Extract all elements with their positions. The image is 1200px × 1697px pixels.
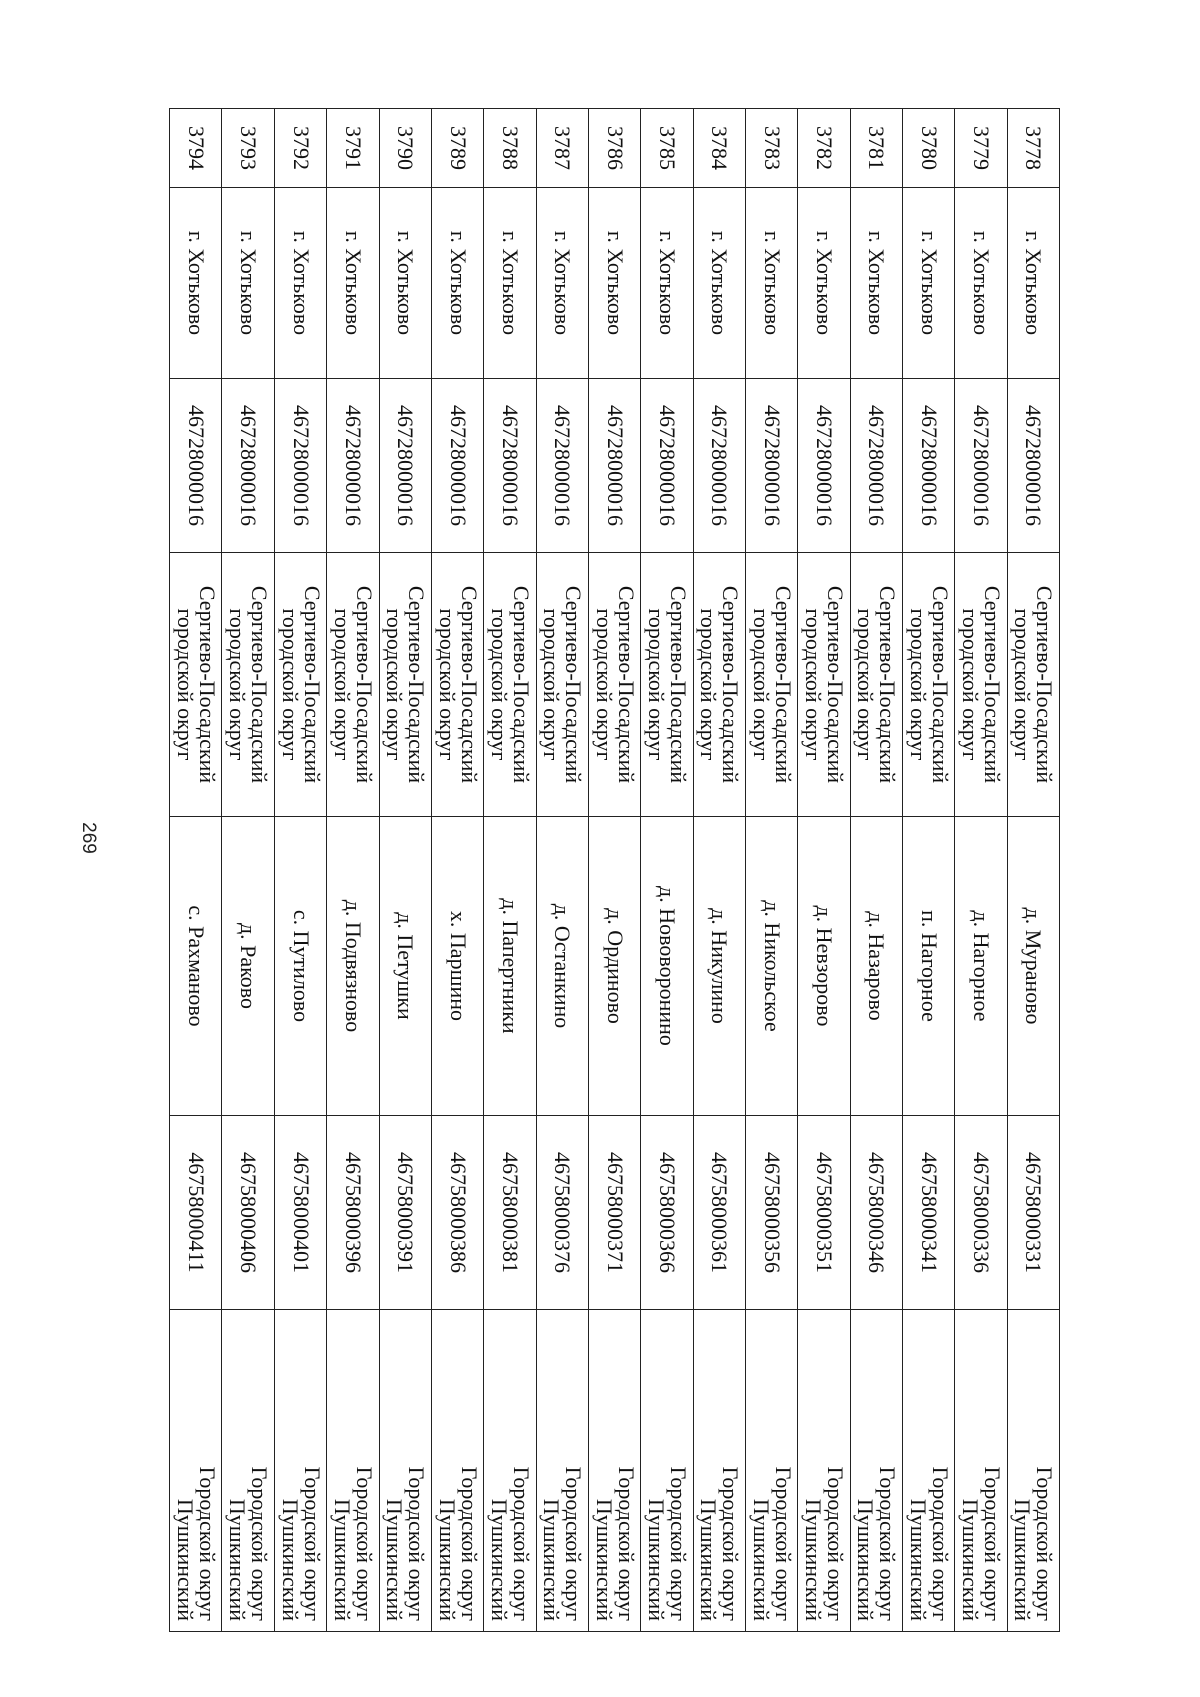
settlement-name: д. Петушки — [379, 817, 431, 1116]
city-name: г. Хотьково — [327, 188, 379, 379]
city-name: г. Хотьково — [693, 188, 745, 379]
oktmo-code-city: 46728000016 — [484, 379, 536, 553]
settlement-district-line2: Пушкинский — [957, 1498, 983, 1621]
settlement-district-cell — [850, 1310, 902, 1632]
city-name: г. Хотьково — [431, 188, 483, 379]
settlement-district-cell — [902, 1310, 954, 1632]
settlement-district-line1: Городской округ — [561, 1466, 587, 1621]
oktmo-code-city: 46728000016 — [379, 379, 431, 553]
row-number: 3787 — [536, 109, 588, 188]
municipal-district-cell — [745, 553, 797, 817]
settlement-district-line1: Городской округ — [1032, 1466, 1058, 1621]
oktmo-code-settlement: 46758000336 — [955, 1116, 1007, 1310]
oktmo-code-settlement: 46758000361 — [693, 1116, 745, 1310]
settlement-name: с. Путилово — [274, 817, 326, 1116]
settlement-name: д. Никулино — [693, 817, 745, 1116]
row-number: 3790 — [379, 109, 431, 188]
settlement-district-line1: Городской округ — [404, 1466, 430, 1621]
municipal-district-line2: городской округ — [434, 608, 460, 761]
oktmo-code-city: 46728000016 — [170, 379, 223, 553]
row-number: 3779 — [955, 109, 1007, 188]
oktmo-code-city: 46728000016 — [588, 379, 640, 553]
table-row — [641, 109, 693, 1632]
settlement-district-line1: Городской округ — [875, 1466, 901, 1621]
oktmo-code-city: 46728000016 — [798, 379, 850, 553]
settlement-district-line2: Пушкинский — [277, 1498, 303, 1621]
row-number: 3785 — [641, 109, 693, 188]
row-number: 3784 — [693, 109, 745, 188]
settlement-district-cell — [327, 1310, 379, 1632]
city-name: г. Хотьково — [850, 188, 902, 379]
table-row — [1007, 109, 1059, 1632]
oktmo-code-settlement: 46758000376 — [536, 1116, 588, 1310]
settlement-district-cell — [693, 1310, 745, 1632]
oktmo-code-city: 46728000016 — [431, 379, 483, 553]
municipal-district-cell — [379, 553, 431, 817]
row-number: 3793 — [222, 109, 274, 188]
settlement-district-line2: Пушкинский — [434, 1498, 460, 1621]
row-number: 3789 — [431, 109, 483, 188]
municipal-district-line2: городской округ — [905, 608, 931, 761]
table-row — [274, 109, 326, 1632]
municipal-district-line2: городской округ — [382, 608, 408, 761]
settlement-name: д. Нововоронино — [641, 817, 693, 1116]
settlements-table — [169, 108, 1060, 1632]
city-name: г. Хотьково — [902, 188, 954, 379]
city-name: г. Хотьково — [1007, 188, 1059, 379]
settlement-district-line2: Пушкинский — [643, 1498, 669, 1621]
oktmo-code-city: 46728000016 — [955, 379, 1007, 553]
settlement-district-cell — [588, 1310, 640, 1632]
municipal-district-cell — [798, 553, 850, 817]
settlement-district-line2: Пушкинский — [486, 1498, 512, 1621]
municipal-district-cell — [641, 553, 693, 817]
municipal-district-line1: Сергиево-Посадский — [718, 585, 744, 784]
settlement-district-line1: Городской округ — [613, 1466, 639, 1621]
municipal-district-line1: Сергиево-Посадский — [613, 585, 639, 784]
oktmo-code-city: 46728000016 — [222, 379, 274, 553]
municipal-district-line2: городской округ — [853, 608, 879, 761]
settlement-district-line2: Пушкинский — [591, 1498, 617, 1621]
settlement-district-cell — [379, 1310, 431, 1632]
table-row — [222, 109, 274, 1632]
oktmo-code-settlement: 46758000396 — [327, 1116, 379, 1310]
municipal-district-cell — [1007, 553, 1059, 817]
row-number: 3788 — [484, 109, 536, 188]
settlement-name: д. Останкино — [536, 817, 588, 1116]
municipal-district-line1: Сергиево-Посадский — [822, 585, 848, 784]
municipal-district-cell — [536, 553, 588, 817]
municipal-district-line2: городской округ — [486, 608, 512, 761]
settlement-district-line1: Городской округ — [718, 1466, 744, 1621]
city-name: г. Хотьково — [588, 188, 640, 379]
settlement-district-cell — [798, 1310, 850, 1632]
oktmo-code-settlement: 46758000401 — [274, 1116, 326, 1310]
municipal-district-line2: городской округ — [225, 608, 251, 761]
municipal-district-line2: городской округ — [643, 608, 669, 761]
settlement-district-line1: Городской округ — [508, 1466, 534, 1621]
municipal-district-cell — [902, 553, 954, 817]
municipal-district-line2: городской округ — [591, 608, 617, 761]
settlement-name: д. Мураново — [1007, 817, 1059, 1116]
municipal-district-cell — [327, 553, 379, 817]
settlement-name: д. Ординово — [588, 817, 640, 1116]
settlement-district-cell — [431, 1310, 483, 1632]
table-row — [902, 109, 954, 1632]
settlement-district-line1: Городской округ — [194, 1466, 220, 1621]
settlement-district-line1: Городской округ — [351, 1466, 377, 1621]
settlement-district-cell — [536, 1310, 588, 1632]
table-row — [955, 109, 1007, 1632]
municipal-district-line2: городской округ — [957, 608, 983, 761]
row-number: 3780 — [902, 109, 954, 188]
oktmo-code-city: 46728000016 — [641, 379, 693, 553]
row-number: 3783 — [745, 109, 797, 188]
settlement-district-line2: Пушкинский — [539, 1498, 565, 1621]
oktmo-code-settlement: 46758000351 — [798, 1116, 850, 1310]
municipal-district-cell — [850, 553, 902, 817]
municipal-district-cell — [170, 553, 223, 817]
municipal-district-line2: городской округ — [696, 608, 722, 761]
municipal-district-cell — [693, 553, 745, 817]
settlement-name: д. Невзорово — [798, 817, 850, 1116]
municipal-district-line1: Сергиево-Посадский — [508, 585, 534, 784]
municipal-district-line2: городской округ — [800, 608, 826, 761]
settlement-district-line1: Городской округ — [822, 1466, 848, 1621]
oktmo-code-city: 46728000016 — [850, 379, 902, 553]
oktmo-code-city: 46728000016 — [327, 379, 379, 553]
municipal-district-line1: Сергиево-Посадский — [1032, 585, 1058, 784]
municipal-district-line1: Сергиево-Посадский — [665, 585, 691, 784]
settlement-name: д. Никольское — [745, 817, 797, 1116]
settlement-district-line2: Пушкинский — [1010, 1498, 1036, 1621]
municipal-district-cell — [955, 553, 1007, 817]
oktmo-code-settlement: 46758000341 — [902, 1116, 954, 1310]
municipal-district-line1: Сергиево-Посадский — [979, 585, 1005, 784]
municipal-district-line1: Сергиево-Посадский — [561, 585, 587, 784]
settlement-district-line2: Пушкинский — [905, 1498, 931, 1621]
settlement-name: с. Рахманово — [170, 817, 223, 1116]
settlement-name: д. Назарово — [850, 817, 902, 1116]
table-row — [588, 109, 640, 1632]
table-row — [536, 109, 588, 1632]
settlement-district-line1: Городской округ — [927, 1466, 953, 1621]
table-row — [850, 109, 902, 1632]
municipal-district-cell — [222, 553, 274, 817]
city-name: г. Хотьково — [484, 188, 536, 379]
table-row — [693, 109, 745, 1632]
oktmo-code-city: 46728000016 — [693, 379, 745, 553]
settlement-district-cell — [170, 1310, 223, 1632]
oktmo-code-settlement: 46758000346 — [850, 1116, 902, 1310]
page-number: 269 — [78, 822, 99, 854]
municipal-district-line1: Сергиево-Посадский — [927, 585, 953, 784]
table-row — [484, 109, 536, 1632]
municipal-district-line1: Сергиево-Посадский — [770, 585, 796, 784]
row-number: 3791 — [327, 109, 379, 188]
oktmo-code-settlement: 46758000331 — [1007, 1116, 1059, 1310]
settlement-district-cell — [222, 1310, 274, 1632]
oktmo-code-settlement: 46758000381 — [484, 1116, 536, 1310]
municipal-district-cell — [274, 553, 326, 817]
city-name: г. Хотьково — [641, 188, 693, 379]
table-row — [379, 109, 431, 1632]
municipal-district-line2: городской округ — [1010, 608, 1036, 761]
oktmo-code-settlement: 46758000406 — [222, 1116, 274, 1310]
city-name: г. Хотьково — [955, 188, 1007, 379]
municipal-district-line2: городской округ — [172, 608, 198, 761]
municipal-district-cell — [484, 553, 536, 817]
oktmo-code-city: 46728000016 — [1007, 379, 1059, 553]
table-row — [431, 109, 483, 1632]
oktmo-code-settlement: 46758000366 — [641, 1116, 693, 1310]
settlement-district-line1: Городской округ — [979, 1466, 1005, 1621]
settlement-district-cell — [274, 1310, 326, 1632]
settlement-name: п. Нагорное — [902, 817, 954, 1116]
municipal-district-line2: городской округ — [329, 608, 355, 761]
city-name: г. Хотьково — [798, 188, 850, 379]
municipal-district-line1: Сергиево-Посадский — [194, 585, 220, 784]
oktmo-code-city: 46728000016 — [274, 379, 326, 553]
municipal-district-line1: Сергиево-Посадский — [299, 585, 325, 784]
settlement-district-cell — [955, 1310, 1007, 1632]
settlement-district-cell — [745, 1310, 797, 1632]
settlement-name: д. Нагорное — [955, 817, 1007, 1116]
municipal-district-line1: Сергиево-Посадский — [247, 585, 273, 784]
municipal-district-line2: городской округ — [539, 608, 565, 761]
oktmo-code-city: 46728000016 — [902, 379, 954, 553]
settlement-district-line2: Пушкинский — [800, 1498, 826, 1621]
settlement-district-cell — [641, 1310, 693, 1632]
municipal-district-line1: Сергиево-Посадский — [351, 585, 377, 784]
city-name: г. Хотьково — [536, 188, 588, 379]
settlement-name: д. Раково — [222, 817, 274, 1116]
settlement-district-line2: Пушкинский — [382, 1498, 408, 1621]
municipal-district-line2: городской округ — [277, 608, 303, 761]
table-body — [170, 109, 1060, 1632]
table-row — [327, 109, 379, 1632]
municipal-district-cell — [431, 553, 483, 817]
settlement-district-line1: Городской округ — [770, 1466, 796, 1621]
oktmo-code-settlement: 46758000356 — [745, 1116, 797, 1310]
oktmo-code-settlement: 46758000386 — [431, 1116, 483, 1310]
oktmo-code-city: 46728000016 — [536, 379, 588, 553]
municipal-district-line1: Сергиево-Посадский — [456, 585, 482, 784]
settlement-district-line2: Пушкинский — [172, 1498, 198, 1621]
settlement-district-line2: Пушкинский — [748, 1498, 774, 1621]
settlement-district-cell — [1007, 1310, 1059, 1632]
municipal-district-line1: Сергиево-Посадский — [875, 585, 901, 784]
settlement-district-line1: Городской округ — [665, 1466, 691, 1621]
settlement-district-line1: Городской округ — [299, 1466, 325, 1621]
settlement-district-line2: Пушкинский — [329, 1498, 355, 1621]
settlement-district-line2: Пушкинский — [853, 1498, 879, 1621]
city-name: г. Хотьково — [274, 188, 326, 379]
row-number: 3782 — [798, 109, 850, 188]
oktmo-code-settlement: 46758000391 — [379, 1116, 431, 1310]
settlement-district-line2: Пушкинский — [225, 1498, 251, 1621]
city-name: г. Хотьково — [745, 188, 797, 379]
row-number: 3792 — [274, 109, 326, 188]
table-row — [798, 109, 850, 1632]
municipal-district-cell — [588, 553, 640, 817]
oktmo-code-settlement: 46758000371 — [588, 1116, 640, 1310]
settlement-district-cell — [484, 1310, 536, 1632]
settlement-district-line2: Пушкинский — [696, 1498, 722, 1621]
row-number: 3778 — [1007, 109, 1059, 188]
municipal-district-line2: городской округ — [748, 608, 774, 761]
city-name: г. Хотьково — [222, 188, 274, 379]
oktmo-code-settlement: 46758000411 — [170, 1116, 223, 1310]
row-number: 3781 — [850, 109, 902, 188]
rotated-table-container — [169, 108, 1060, 1621]
table-row — [745, 109, 797, 1632]
settlement-district-line1: Городской округ — [456, 1466, 482, 1621]
row-number: 3786 — [588, 109, 640, 188]
oktmo-code-city: 46728000016 — [745, 379, 797, 553]
row-number: 3794 — [170, 109, 223, 188]
municipal-district-line1: Сергиево-Посадский — [404, 585, 430, 784]
settlement-district-line1: Городской округ — [247, 1466, 273, 1621]
settlement-name: д. Подвязново — [327, 817, 379, 1116]
city-name: г. Хотьково — [379, 188, 431, 379]
city-name: г. Хотьково — [170, 188, 223, 379]
settlement-name: д. Папертники — [484, 817, 536, 1116]
table-row — [170, 109, 223, 1632]
settlement-name: х. Паршино — [431, 817, 483, 1116]
